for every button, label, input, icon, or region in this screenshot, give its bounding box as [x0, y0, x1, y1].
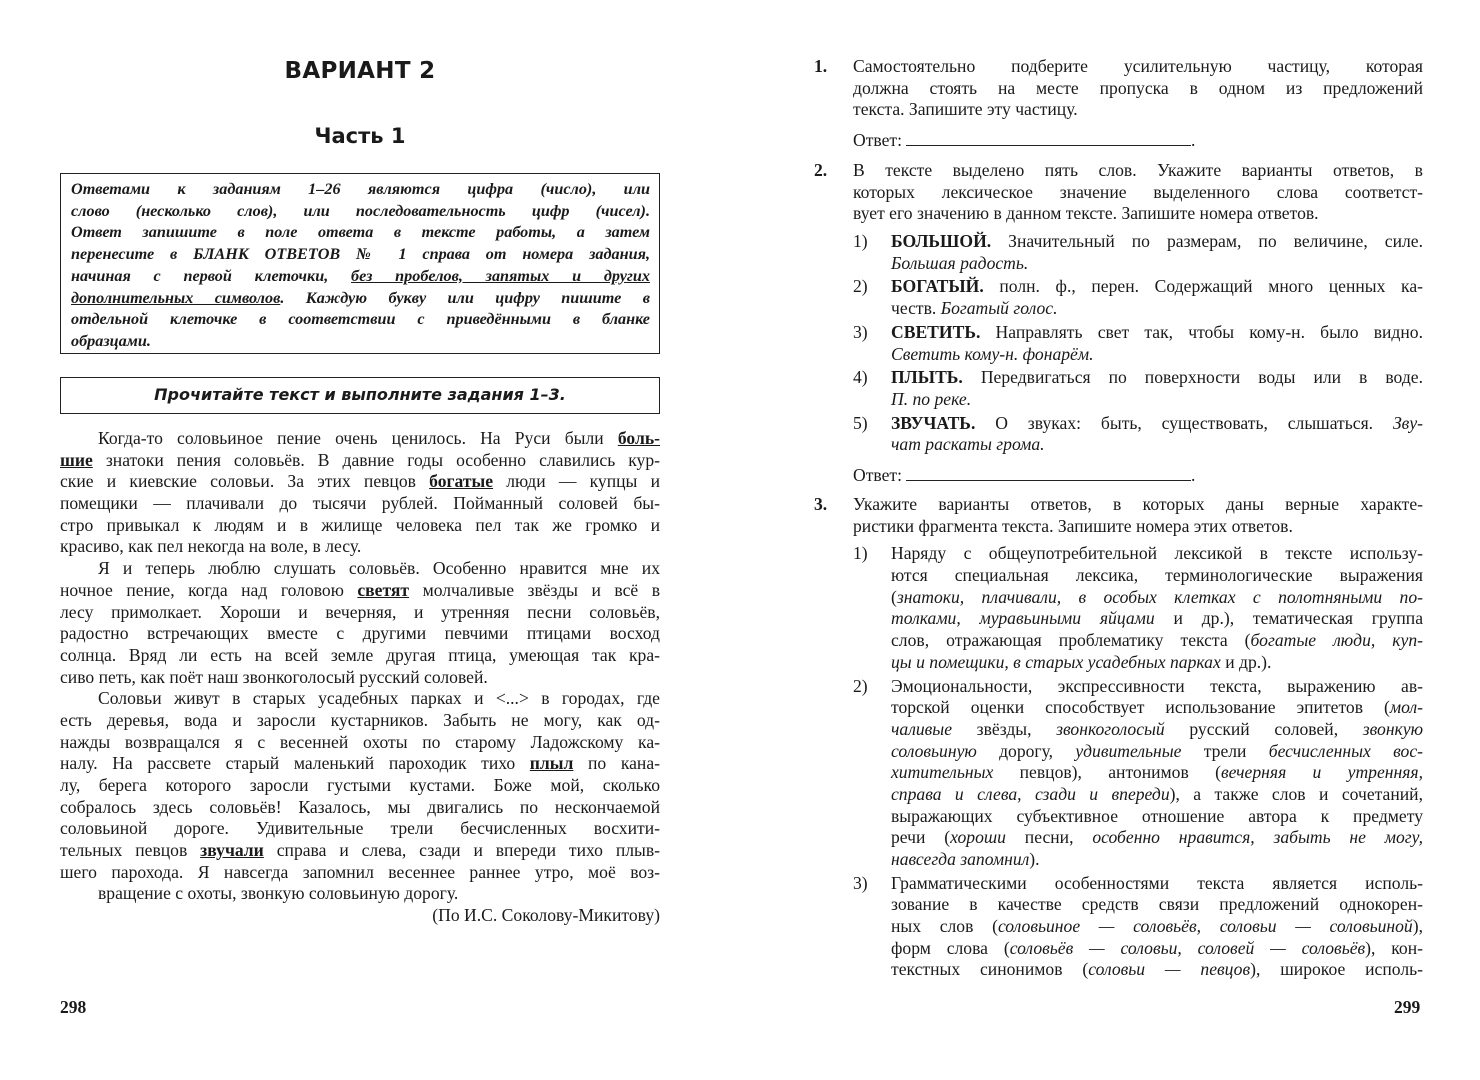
instr-line: слово (несколько слов), или последовательность цифр (чисел).: [71, 201, 650, 220]
text-line: ночное пение, когда над головою светят молчаливые звёзды и всё в: [60, 579, 660, 600]
option-3-2: 2) Эмоциональности, экспрессивности текста, выражению ав- торской оценки способствует использование эпитетов (мол- чаливые звёзды, звонкоголосый русский соловей, звонкую соловьиную дорогу, удивительные трели бесчисленных вос- хитительных певцов), антонимов (вечерняя и утренняя, справа и слева, сзади и впереди), а также слов и сочетаний, выражающих субъективное отношение автора к предмету речи (хороши песни, особенно нравится, забыть не могу, навсегда запомнил).: [853, 675, 1424, 869]
option-2-5: 5) ЗВУЧАТЬ. О звуках: быть, существовать, слышаться. Зву- чат раскаты грома.: [853, 412, 1423, 455]
q-line: ристики фрагмента текста. Запишите номера этих ответов.: [853, 515, 1293, 536]
text-line: лу, берега которого заросли густыми кустами. Боже мой, сколько: [60, 775, 660, 795]
highlighted-word: плыл: [529, 753, 574, 774]
text-line: стро привыкал к людям и в жилище человека пел так же громко и: [60, 514, 660, 535]
q-line: вует его значению в данном тексте. Запишите номера ответов.: [853, 203, 1319, 224]
question-2: [853, 160, 1423, 486]
q-line: которых лексическое значение выделенного слова соответст-: [853, 181, 1423, 202]
underlined-text: без пробелов, запятых и других: [351, 266, 651, 285]
text-line: помещики — плачивали до тысячи рублей. Пойманный соловей бы-: [60, 493, 660, 514]
text-line: вращение с охоты, звонкую соловьиную дорогу.: [98, 883, 459, 904]
text-line: ские и киевские соловьи. За этих певцов богатые люди — купцы и: [60, 471, 660, 492]
page-number-right: 299: [1394, 997, 1421, 1017]
highlighted-word: шие: [60, 449, 93, 470]
instr-line: Ответ запишите в поле ответа в тексте работы, а затем: [71, 223, 650, 242]
text-line: тельных певцов звучали справа и слева, сзади и впереди тихо плыв-: [60, 840, 660, 861]
text-line: шего парохода. Я навсегда запомнил весеннее раннее утро, моё воз-: [60, 861, 660, 882]
question-1: [853, 56, 1423, 151]
read-instruction-box: Прочитайте текст и выполните задания 1–3.: [60, 377, 660, 414]
instr-line: образцами.: [71, 331, 151, 350]
text-line: красиво, как пел некогда на воле, в лесу.: [60, 536, 362, 557]
option-2-4: 4) ПЛЫТЬ. Передвигаться по поверхности воды или в воде. П. по реке.: [853, 367, 1423, 409]
instr-line: начиная с первой клеточки, без пробелов, запятых и других: [71, 266, 651, 285]
q-line: В тексте выделено пять слов. Укажите варианты ответов, в: [853, 160, 1423, 180]
text-line: шие знатоки пения соловьёв. В давние годы особенно славились кур-: [60, 449, 660, 470]
q-line: должна стоять на месте пропуска в одном из предложений: [853, 77, 1423, 98]
right-page: [740, 0, 1480, 1080]
text-line: соловьиной дороге. Удивительные трели бесчисленных восхити-: [60, 818, 660, 839]
text-line: собралось здесь соловьёв! Казалось, мы двигались по нескончаемой: [60, 796, 660, 817]
text-line: есть деревья, вода и заросли кустарников. Забыть не могу, как од-: [60, 709, 660, 730]
text-source: (По И.С. Соколову-Микитову): [432, 905, 660, 926]
highlighted-word: светят: [357, 579, 410, 600]
part-title: Часть 1: [314, 124, 406, 148]
option-2-2: 2) БОГАТЫЙ. полн. ф., перен. Содержащий много ценных ка- честв. Богатый голос.: [853, 276, 1423, 319]
text-line: Когда-то соловьиное пение очень ценилось. На Руси были боль-: [98, 428, 660, 448]
text-line: солнца. Вряд ли есть на всей земле другая птица, умеющая так кра-: [60, 644, 660, 665]
highlighted-word: богатые: [429, 471, 494, 492]
text-line: Соловьи живут в старых усадебных парках и <...> в городах, где: [98, 688, 660, 709]
question-3: [853, 494, 1423, 981]
answer-field-1[interactable]: Ответ: .: [853, 130, 1196, 151]
option-2-1: 1) БОЛЬШОЙ. Значительный по размерам, по величине, силе. Большая радость.: [853, 231, 1423, 273]
question-3-number: 3.: [814, 494, 828, 514]
option-3-3: 3) Грамматическими особенностями текста является исполь- зование в качестве средств связи предложений однокорен- ных слов (соловьиное — соловьёв, соловьи — соловьиной), форм слова (соловьёв — соловьи, соловей — соловьёв), кон- текстных синонимов (соловьи — певцов), широкое исполь-: [853, 872, 1423, 980]
reading-text: [60, 428, 660, 927]
text-line: нажды возвращался я с весенней охоты по старому Ладожскому ка-: [60, 731, 660, 752]
instr-line: перенесите в БЛАНК ОТВЕТОВ № 1 справа от номера задания,: [71, 245, 650, 264]
text-line: радостно встречающих вместе с другими певчими птицами восход: [60, 623, 660, 644]
q-line: Самостоятельно подберите усилительную частицу, которая: [853, 56, 1423, 76]
text-line: лесу примолкает. Хороши и вечерняя, и утренняя песни соловьёв,: [60, 601, 660, 622]
option-2-3: 3) СВЕТИТЬ. Направлять свет так, чтобы кому-н. было видно. Светить кому-н. фонарём.: [853, 321, 1423, 364]
question-2-number: 2.: [814, 160, 828, 180]
highlighted-word: боль-: [617, 428, 660, 448]
instr-line: Ответами к заданиям 1–26 являются цифра (число), или: [71, 180, 650, 198]
page-number-left: 298: [60, 997, 87, 1017]
instructions-box: [60, 173, 660, 354]
variant-title: ВАРИАНТ 2: [284, 58, 436, 84]
q-line: Укажите варианты ответов, в которых даны верные характе-: [853, 494, 1423, 514]
instr-line: дополнительных символов. Каждую букву или цифру пишите в: [71, 288, 650, 307]
highlighted-word: звучали: [200, 840, 264, 861]
q-line: текста. Запишите эту частицу.: [853, 99, 1078, 120]
option-3-1: 1) Наряду с общеупотребительной лексикой в тексте использу- ются специальная лексика, терминологические выражения (знатоки, плачивали, в особых клетках с полотняными по- толками, муравьиными яйцами и др.), тематическая группа слов, отражающая проблематику текста (богатые люди, куп- цы и помещики, в старых усадебных парках и др.).: [853, 543, 1423, 672]
text-line: Я и теперь люблю слушать соловьёв. Особенно нравится мне их: [98, 558, 660, 579]
underlined-text: дополнительных символов: [71, 288, 281, 307]
instr-line: отдельной клеточке в соответствии с приведёнными в бланке: [71, 310, 650, 329]
answer-field-2[interactable]: Ответ: .: [853, 464, 1196, 485]
text-line: сиво петь, как поёт наш звонкоголосый русский соловей.: [60, 666, 488, 687]
text-line: налу. На рассвете старый маленький пароходик тихо плыл по кана-: [60, 753, 660, 774]
question-1-number: 1.: [814, 56, 828, 76]
